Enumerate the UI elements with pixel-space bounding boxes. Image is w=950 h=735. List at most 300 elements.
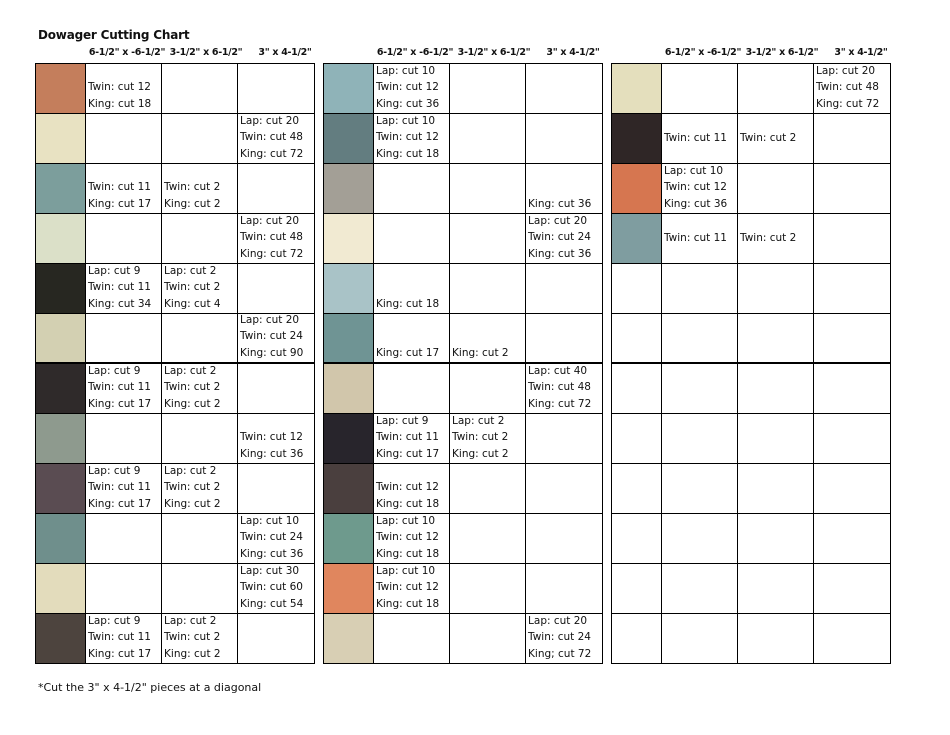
cut-cell-col-2 <box>162 364 238 413</box>
cut-cell-col-2 <box>162 314 238 362</box>
cut-instruction: Twin: cut 48 <box>240 231 303 243</box>
cut-cell-col-2 <box>162 164 238 213</box>
cut-instruction <box>376 329 449 344</box>
cut-cell-col-3 <box>814 514 890 563</box>
table-row <box>36 314 314 364</box>
cut-cell-col-1 <box>374 464 450 513</box>
table-row <box>612 564 890 614</box>
cut-cell-col-3 <box>238 614 314 663</box>
cut-instruction: Twin: cut 12 <box>376 531 439 543</box>
cut-instruction <box>528 164 602 180</box>
table-row <box>324 214 602 264</box>
cut-instruction: Lap: cut 9 <box>88 264 141 277</box>
fabric-swatch <box>324 164 374 213</box>
fabric-swatch <box>36 64 86 113</box>
cut-instruction: Lap: cut 9 <box>88 464 141 477</box>
cut-cell-col-3 <box>238 364 314 413</box>
cut-cell-col-1 <box>86 614 162 663</box>
table-row <box>612 64 890 114</box>
cut-instruction: King: cut 72 <box>816 97 880 110</box>
fabric-swatch <box>36 414 86 463</box>
cut-instruction: King: cut 90 <box>240 346 304 359</box>
table-row <box>612 164 890 214</box>
cut-cell-col-2 <box>450 164 526 213</box>
cut-instruction: King: cut 17 <box>376 346 440 359</box>
fabric-swatch <box>36 564 86 613</box>
cut-instruction <box>88 164 161 179</box>
cut-instruction: Twin: cut 11 <box>664 131 727 144</box>
cut-cell-col-3 <box>238 214 314 263</box>
cut-cell-col-2 <box>450 414 526 463</box>
cut-instruction: King: cut 36 <box>528 247 592 260</box>
cut-cell-col-3 <box>814 464 890 513</box>
cut-cell-col-1 <box>86 564 162 613</box>
table-row <box>612 114 890 164</box>
cut-instruction: Lap: cut 20 <box>816 64 876 77</box>
fabric-swatch <box>612 64 662 113</box>
cut-instruction: King: cut 72 <box>240 147 304 160</box>
fabric-swatch <box>36 164 86 213</box>
cut-cell-col-3 <box>238 64 314 113</box>
cut-instruction: King: cut 36 <box>376 97 440 110</box>
table-row <box>612 464 890 514</box>
cut-instruction: King: cut 2 <box>164 647 221 660</box>
fabric-swatch <box>612 164 662 213</box>
fabric-swatch <box>324 564 374 613</box>
cut-instruction: Twin: cut 2 <box>164 181 221 193</box>
table-row <box>324 114 602 164</box>
cut-cell-col-3 <box>814 114 890 163</box>
cutting-table-1 <box>35 45 315 664</box>
table-row <box>36 164 314 214</box>
cut-cell-col-1 <box>662 264 738 313</box>
cut-instruction: Twin: cut 12 <box>376 131 439 143</box>
cut-instruction: King: cut 36 <box>240 547 304 560</box>
cut-instruction: King: cut 17 <box>376 447 440 460</box>
cut-cell-col-1 <box>662 514 738 563</box>
cut-instruction <box>740 246 813 262</box>
cutting-grid <box>611 63 891 664</box>
cut-cell-col-3 <box>814 164 890 213</box>
cut-cell-col-1 <box>374 614 450 663</box>
cut-instruction: Twin: cut 11 <box>88 281 151 293</box>
cut-instruction: King: cut 36 <box>240 447 304 460</box>
cut-instruction: Twin: cut 12 <box>376 581 439 593</box>
cut-cell-col-1 <box>374 314 450 362</box>
table-row <box>36 514 314 564</box>
cut-cell-col-3 <box>814 614 890 663</box>
column-header-1: 6-1/2" x -6-1/2" <box>664 47 742 58</box>
cut-instruction: King: cut 72 <box>528 397 592 410</box>
table-row <box>36 614 314 664</box>
cut-instruction <box>164 164 237 179</box>
table-row <box>36 364 314 414</box>
cut-instruction: Twin: cut 48 <box>528 381 591 393</box>
table-row <box>324 564 602 614</box>
cut-cell-col-1 <box>374 114 450 163</box>
cut-cell-col-1 <box>662 614 738 663</box>
cut-cell-col-2 <box>738 64 814 113</box>
table-row <box>36 464 314 514</box>
column-header-1: 6-1/2" x -6-1/2" <box>376 47 454 58</box>
cut-instruction: Twin: cut 11 <box>664 231 727 244</box>
cut-instruction: Lap: cut 2 <box>164 614 217 627</box>
cut-cell-col-1 <box>662 564 738 613</box>
cut-cell-col-3 <box>526 464 602 513</box>
column-header-3: 3" x 4-1/2" <box>258 47 312 58</box>
cut-cell-col-2 <box>450 64 526 113</box>
cut-cell-col-1 <box>374 164 450 213</box>
cut-cell-col-3 <box>238 114 314 163</box>
cut-instruction <box>664 146 737 162</box>
cut-instruction: Lap: cut 20 <box>240 314 300 326</box>
cut-instruction: Twin: cut 24 <box>240 330 303 342</box>
cut-cell-col-3 <box>814 364 890 413</box>
cut-instruction <box>740 114 813 130</box>
cut-cell-col-2 <box>738 314 814 362</box>
cut-instruction: Twin: cut 2 <box>740 231 797 244</box>
table-row <box>324 64 602 114</box>
cut-cell-col-3 <box>238 464 314 513</box>
cut-instruction: King: cut 4 <box>164 297 221 310</box>
fabric-swatch <box>612 514 662 563</box>
fabric-swatch <box>612 214 662 263</box>
table-row <box>324 164 602 214</box>
cut-cell-col-3 <box>526 64 602 113</box>
table-row <box>36 64 314 114</box>
cut-cell-col-1 <box>374 64 450 113</box>
cut-cell-col-3 <box>238 314 314 362</box>
fabric-swatch <box>36 264 86 313</box>
cut-cell-col-2 <box>738 364 814 413</box>
cut-instruction: Twin: cut 2 <box>164 281 221 293</box>
cut-instruction: Twin: cut 48 <box>240 131 303 143</box>
cut-instruction: Twin: cut 11 <box>88 381 151 393</box>
cut-cell-col-3 <box>238 264 314 313</box>
fabric-swatch <box>612 114 662 163</box>
cut-cell-col-2 <box>738 514 814 563</box>
cut-instruction: Twin: cut 12 <box>664 181 727 193</box>
fabric-swatch <box>324 464 374 513</box>
cut-cell-col-2 <box>738 264 814 313</box>
cut-instruction: King: cut 18 <box>88 97 152 110</box>
cut-instruction: Twin: cut 48 <box>816 81 879 93</box>
cut-instruction <box>240 414 314 429</box>
table-row <box>36 414 314 464</box>
cut-instruction <box>376 464 449 479</box>
cut-instruction: Lap: cut 20 <box>240 114 300 127</box>
cut-cell-col-3 <box>238 414 314 463</box>
column-headers <box>35 45 315 63</box>
cut-instruction: King: cut 2 <box>164 397 221 410</box>
cut-instruction: Twin: cut 12 <box>88 81 151 93</box>
table-row <box>36 564 314 614</box>
table-row <box>324 414 602 464</box>
fabric-swatch <box>612 464 662 513</box>
fabric-swatch <box>612 314 662 362</box>
cut-cell-col-2 <box>450 564 526 613</box>
cut-instruction: Lap: cut 30 <box>240 564 300 577</box>
cut-instruction <box>664 246 737 262</box>
cut-cell-col-3 <box>526 164 602 213</box>
cut-instruction: Lap: cut 10 <box>376 514 436 527</box>
cut-cell-col-1 <box>662 164 738 213</box>
cut-cell-col-2 <box>450 364 526 413</box>
cut-cell-col-2 <box>738 564 814 613</box>
fabric-swatch <box>36 364 86 413</box>
cut-instruction: Twin: cut 2 <box>740 131 797 144</box>
cut-cell-col-2 <box>162 464 238 513</box>
cut-cell-col-1 <box>662 414 738 463</box>
cut-instruction: King: cut 17 <box>88 497 152 510</box>
table-row <box>324 464 602 514</box>
fabric-swatch <box>36 314 86 362</box>
table-row <box>612 364 890 414</box>
cut-instruction: King: cut 2 <box>164 197 221 210</box>
table-row <box>36 264 314 314</box>
cut-instruction: Twin: cut 24 <box>240 531 303 543</box>
cut-cell-col-1 <box>662 114 738 163</box>
cut-instruction: Lap: cut 2 <box>164 464 217 477</box>
cut-instruction: King: cut 72 <box>240 247 304 260</box>
cut-cell-col-2 <box>450 614 526 663</box>
cut-instruction <box>376 280 449 296</box>
cut-instruction: Lap: cut 10 <box>664 164 724 177</box>
cut-cell-col-2 <box>162 614 238 663</box>
cut-cell-col-2 <box>162 214 238 263</box>
cut-cell-col-3 <box>526 214 602 263</box>
cut-instruction <box>740 214 813 230</box>
table-row <box>612 414 890 464</box>
table-row <box>612 214 890 264</box>
column-header-3: 3" x 4-1/2" <box>546 47 600 58</box>
table-row <box>324 314 602 364</box>
table-row <box>324 514 602 564</box>
cut-instruction <box>376 314 449 329</box>
fabric-swatch <box>324 314 374 362</box>
cut-cell-col-1 <box>86 64 162 113</box>
fabric-swatch <box>36 514 86 563</box>
fabric-swatch <box>324 614 374 663</box>
table-row <box>36 114 314 164</box>
cut-cell-col-1 <box>662 214 738 263</box>
cut-instruction: Lap: cut 20 <box>240 214 300 227</box>
cut-instruction: King: cut 2 <box>164 497 221 510</box>
fabric-swatch <box>324 114 374 163</box>
cut-instruction: Twin: cut 2 <box>164 481 221 493</box>
cut-instruction: King: cut 18 <box>376 147 440 160</box>
fabric-swatch <box>324 64 374 113</box>
cut-cell-col-3 <box>238 514 314 563</box>
cut-cell-col-1 <box>86 314 162 362</box>
column-header-1: 6-1/2" x -6-1/2" <box>88 47 166 58</box>
cutting-grid <box>323 63 603 664</box>
fabric-swatch <box>612 264 662 313</box>
cut-instruction: Lap: cut 40 <box>528 364 588 377</box>
cut-instruction: King: cut 18 <box>376 297 440 310</box>
cut-instruction: Twin: cut 12 <box>240 431 303 443</box>
cut-cell-col-2 <box>738 464 814 513</box>
cut-instruction: King: cut 18 <box>376 597 440 610</box>
cutting-grid <box>35 63 315 664</box>
cut-cell-col-1 <box>374 264 450 313</box>
cut-cell-col-3 <box>814 414 890 463</box>
cut-instruction: Lap: cut 10 <box>376 64 436 77</box>
fabric-swatch <box>612 414 662 463</box>
table-row <box>612 264 890 314</box>
cut-cell-col-1 <box>374 564 450 613</box>
cut-cell-col-3 <box>526 264 602 313</box>
cut-cell-col-3 <box>526 514 602 563</box>
cut-cell-col-1 <box>662 464 738 513</box>
cut-cell-col-3 <box>238 564 314 613</box>
cut-cell-col-3 <box>526 114 602 163</box>
page-title: Dowager Cutting Chart <box>38 28 190 42</box>
column-headers <box>611 45 891 63</box>
cut-cell-col-2 <box>738 614 814 663</box>
cut-cell-col-1 <box>374 364 450 413</box>
cut-instruction <box>528 180 602 196</box>
cut-instruction: Twin: cut 11 <box>88 181 151 193</box>
cut-cell-col-2 <box>450 214 526 263</box>
cut-cell-col-1 <box>86 214 162 263</box>
fabric-swatch <box>36 464 86 513</box>
cut-cell-col-3 <box>526 314 602 362</box>
cut-instruction <box>740 146 813 162</box>
column-header-2: 3-1/2" x 6-1/2" <box>745 47 819 58</box>
fabric-swatch <box>324 514 374 563</box>
fabric-swatch <box>36 114 86 163</box>
cut-instruction <box>664 214 737 230</box>
cut-cell-col-1 <box>86 414 162 463</box>
cut-cell-col-2 <box>738 214 814 263</box>
cut-cell-col-2 <box>738 114 814 163</box>
table-row <box>612 614 890 664</box>
cut-instruction: King; cut 72 <box>528 647 592 660</box>
cut-instruction: Twin: cut 24 <box>528 231 591 243</box>
fabric-swatch <box>612 614 662 663</box>
cut-instruction: Lap: cut 9 <box>88 364 141 377</box>
cut-cell-col-2 <box>738 164 814 213</box>
cut-cell-col-3 <box>814 214 890 263</box>
cut-cell-col-1 <box>86 114 162 163</box>
fabric-swatch <box>36 614 86 663</box>
cut-instruction: Lap: cut 20 <box>528 214 588 227</box>
cut-cell-col-3 <box>526 414 602 463</box>
cut-instruction: Twin: cut 11 <box>88 481 151 493</box>
cut-cell-col-1 <box>374 214 450 263</box>
cut-instruction: King: cut 2 <box>452 346 509 359</box>
cut-cell-col-2 <box>450 264 526 313</box>
cut-cell-col-1 <box>374 514 450 563</box>
cut-instruction: Lap: cut 10 <box>240 514 300 527</box>
cut-instruction: Twin: cut 11 <box>88 631 151 643</box>
cut-cell-col-2 <box>738 414 814 463</box>
cut-instruction: Twin: cut 11 <box>376 431 439 443</box>
cut-cell-col-2 <box>162 64 238 113</box>
table-row <box>324 264 602 314</box>
cut-instruction: King: cut 17 <box>88 197 152 210</box>
fabric-swatch <box>324 414 374 463</box>
fabric-swatch <box>36 214 86 263</box>
fabric-swatch <box>612 364 662 413</box>
cut-instruction: Lap: cut 9 <box>376 414 429 427</box>
cut-instruction: Twin: cut 2 <box>452 431 509 443</box>
cut-cell-col-3 <box>814 264 890 313</box>
cut-instruction: King: cut 34 <box>88 297 152 310</box>
cutting-table-3 <box>611 45 891 664</box>
table-row <box>324 614 602 664</box>
cut-instruction: Lap: cut 9 <box>88 614 141 627</box>
footnote: *Cut the 3" x 4-1/2" pieces at a diagonal <box>38 681 262 694</box>
cut-instruction: King: cut 17 <box>88 397 152 410</box>
fabric-swatch <box>324 214 374 263</box>
cut-cell-col-3 <box>814 314 890 362</box>
cut-instruction: Lap: cut 2 <box>452 414 505 427</box>
fabric-swatch <box>324 364 374 413</box>
cut-cell-col-1 <box>86 364 162 413</box>
cut-cell-col-1 <box>86 464 162 513</box>
cut-instruction: King: cut 36 <box>528 197 592 210</box>
cut-instruction: Twin: cut 2 <box>164 631 221 643</box>
cutting-table-2 <box>323 45 603 664</box>
table-row <box>612 314 890 364</box>
cut-instruction: Lap: cut 20 <box>528 614 588 627</box>
cut-instruction: Lap: cut 10 <box>376 564 436 577</box>
cut-instruction: King: cut 18 <box>376 497 440 510</box>
cut-cell-col-3 <box>814 564 890 613</box>
table-row <box>36 214 314 264</box>
cut-instruction <box>452 329 525 344</box>
cut-instruction: Twin: cut 2 <box>164 381 221 393</box>
cut-cell-col-2 <box>450 114 526 163</box>
cut-instruction: King: cut 18 <box>376 547 440 560</box>
cut-cell-col-3 <box>526 364 602 413</box>
cut-cell-col-2 <box>450 514 526 563</box>
cut-instruction <box>376 264 449 280</box>
cut-cell-col-3 <box>526 614 602 663</box>
cut-cell-col-2 <box>162 264 238 313</box>
cut-instruction: King: cut 36 <box>664 197 728 210</box>
cut-cell-col-3 <box>814 64 890 113</box>
cut-instruction: King: cut 17 <box>88 647 152 660</box>
cut-cell-col-1 <box>662 364 738 413</box>
column-header-2: 3-1/2" x 6-1/2" <box>457 47 531 58</box>
cut-cell-col-1 <box>662 64 738 113</box>
cut-cell-col-2 <box>162 414 238 463</box>
cut-cell-col-2 <box>162 114 238 163</box>
fabric-swatch <box>612 564 662 613</box>
cut-cell-col-2 <box>162 514 238 563</box>
cut-instruction: Twin: cut 12 <box>376 481 439 493</box>
cut-instruction: Twin: cut 12 <box>376 81 439 93</box>
table-row <box>324 364 602 414</box>
cut-instruction <box>88 64 161 79</box>
cut-cell-col-1 <box>86 514 162 563</box>
column-headers <box>323 45 603 63</box>
cut-cell-col-1 <box>86 164 162 213</box>
cut-instruction: Lap: cut 2 <box>164 364 217 377</box>
column-header-2: 3-1/2" x 6-1/2" <box>169 47 243 58</box>
cut-instruction: Lap: cut 2 <box>164 264 217 277</box>
cut-cell-col-1 <box>374 414 450 463</box>
cut-cell-col-2 <box>450 464 526 513</box>
cut-cell-col-3 <box>238 164 314 213</box>
cut-instruction <box>452 314 525 329</box>
cut-instruction <box>664 114 737 130</box>
table-row <box>612 514 890 564</box>
cut-instruction: Twin: cut 24 <box>528 631 591 643</box>
